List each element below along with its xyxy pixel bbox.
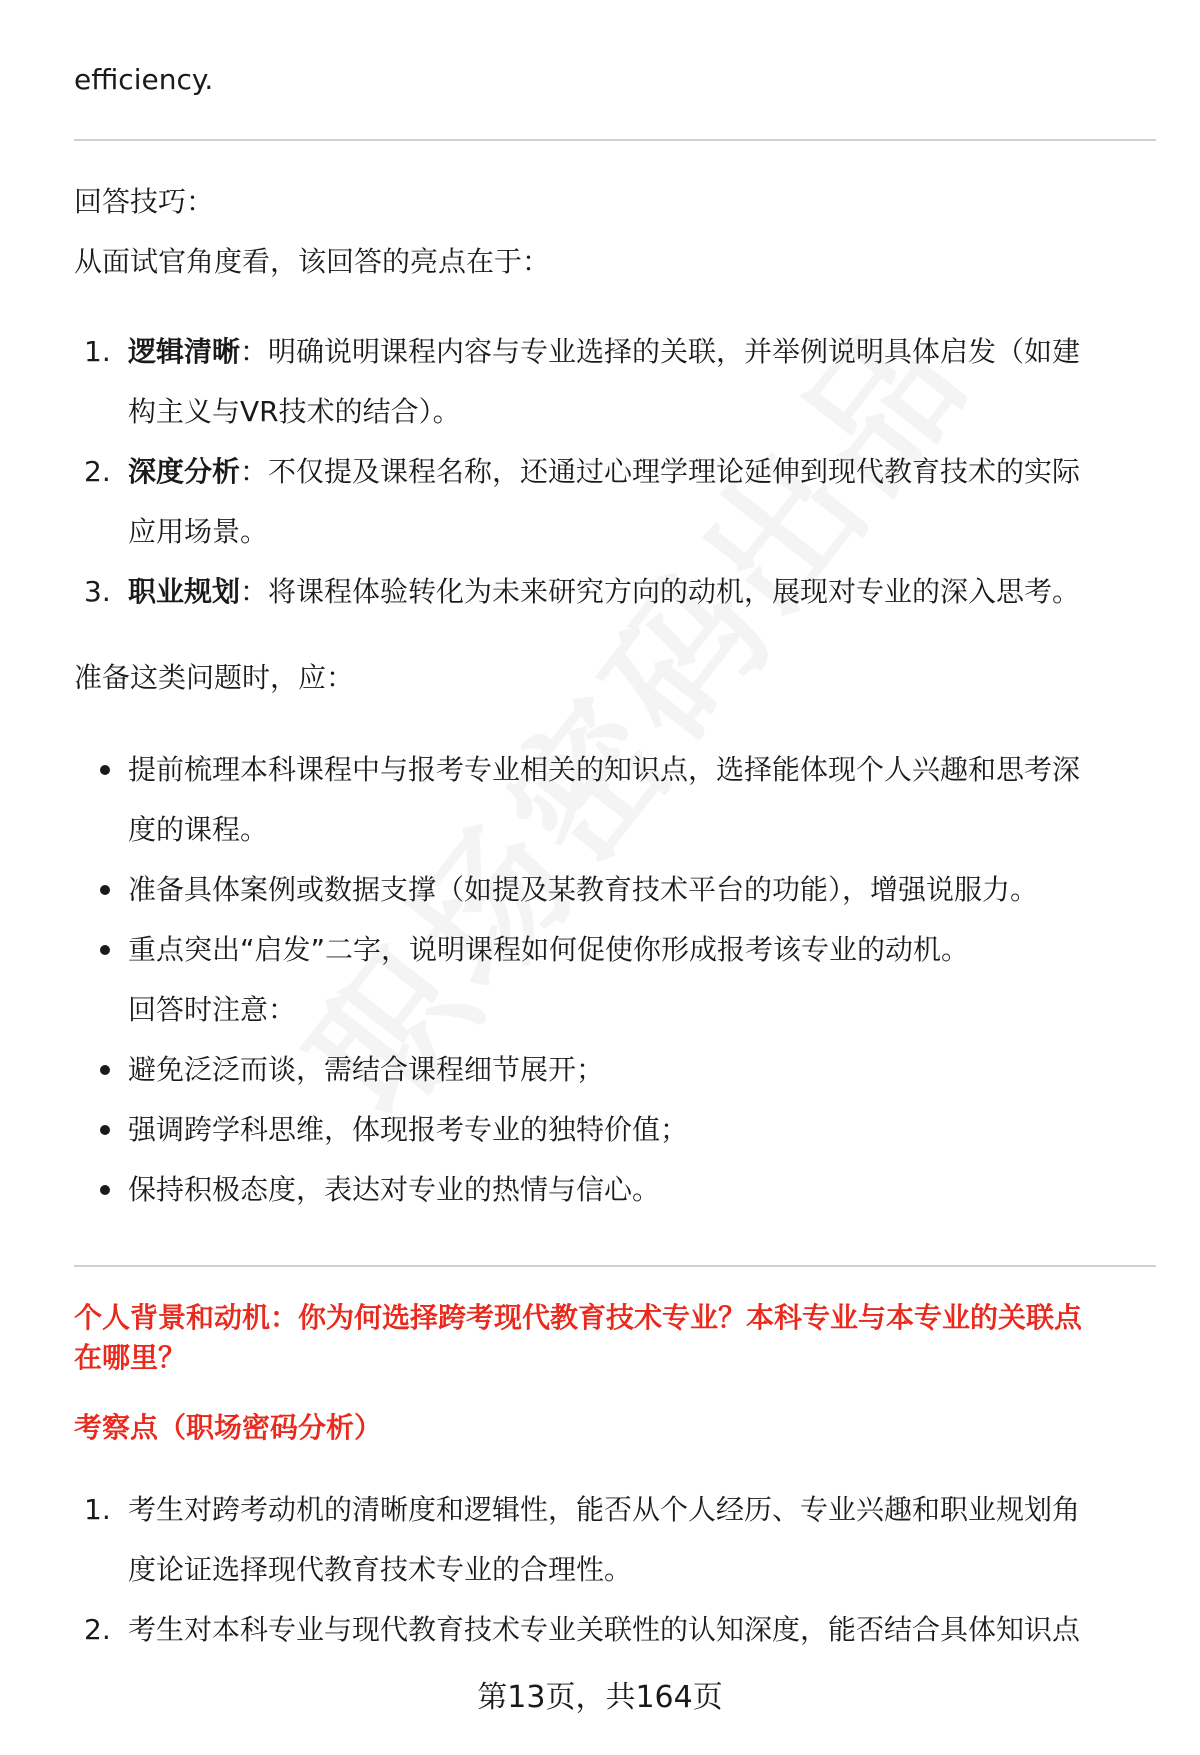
exam-points-list	[74, 1480, 1156, 1660]
prep-title: 准备这类问题时，应：	[74, 661, 355, 694]
list-item: 2. 考生对本科专业与现代教育技术专业关联性的认知深度，能否结合具体知识点	[84, 1613, 1081, 1646]
divider-top	[74, 139, 1156, 141]
tips-title: 回答技巧：	[74, 185, 215, 218]
highlights-list	[74, 322, 1156, 622]
bullet-icon	[100, 1185, 110, 1195]
list-item: 强调跨学科思维，体现报考专业的独特价值；	[74, 1100, 1156, 1160]
list-item: 1. 逻辑清晰：明确说明课程内容与专业选择的关联，并举例说明具体启发（如建 构主义与VR技术的结合）。	[84, 335, 1081, 428]
tips-intro: 从面试官角度看，该回答的亮点在于：	[74, 245, 551, 278]
bullet-icon	[100, 1125, 110, 1135]
list-item: 准备具体案例或数据支撑（如提及某教育技术平台的功能），增强说服力。	[74, 860, 1156, 920]
list-item: 重点突出“启发”二字，说明课程如何促使你形成报考该专业的动机。 回答时注意：	[74, 920, 1156, 1040]
tips-section	[74, 172, 1156, 292]
top-line: efficiency.	[74, 63, 214, 96]
exam-points-title: 考察点（职场密码分析）	[74, 1411, 383, 1444]
list-item: 1. 考生对跨考动机的清晰度和逻辑性，能否从个人经历、专业兴趣和职业规划角 度论证选择现代教育技术专业的合理性。	[84, 1493, 1081, 1586]
divider-middle	[74, 1265, 1156, 1267]
list-item: 提前梳理本科课程中与报考专业相关的知识点，选择能体现个人兴趣和思考深 度的课程。	[74, 740, 1156, 860]
list-item: 2. 深度分析：不仅提及课程名称，还通过心理学理论延伸到现代教育技术的实际 应用场景。	[84, 455, 1081, 548]
question-heading: 个人背景和动机：你为何选择跨考现代教育技术专业？本科专业与本专业的关联点 在哪里？	[74, 1301, 1083, 1374]
bullet-icon	[100, 765, 110, 775]
list-item: 3. 职业规划：将课程体验转化为未来研究方向的动机，展现对专业的深入思考。	[84, 575, 1081, 608]
bullet-icon	[100, 1065, 110, 1075]
list-item: 保持积极态度，表达对专业的热情与信心。	[74, 1160, 1156, 1220]
prep-list	[74, 740, 1156, 1220]
bullet-icon	[100, 885, 110, 895]
list-item: 避免泛泛而谈，需结合课程细节展开；	[74, 1040, 1156, 1100]
prep-section	[74, 648, 1156, 708]
page-number: 第13页，共164页	[477, 1680, 723, 1715]
bullet-icon	[100, 945, 110, 955]
